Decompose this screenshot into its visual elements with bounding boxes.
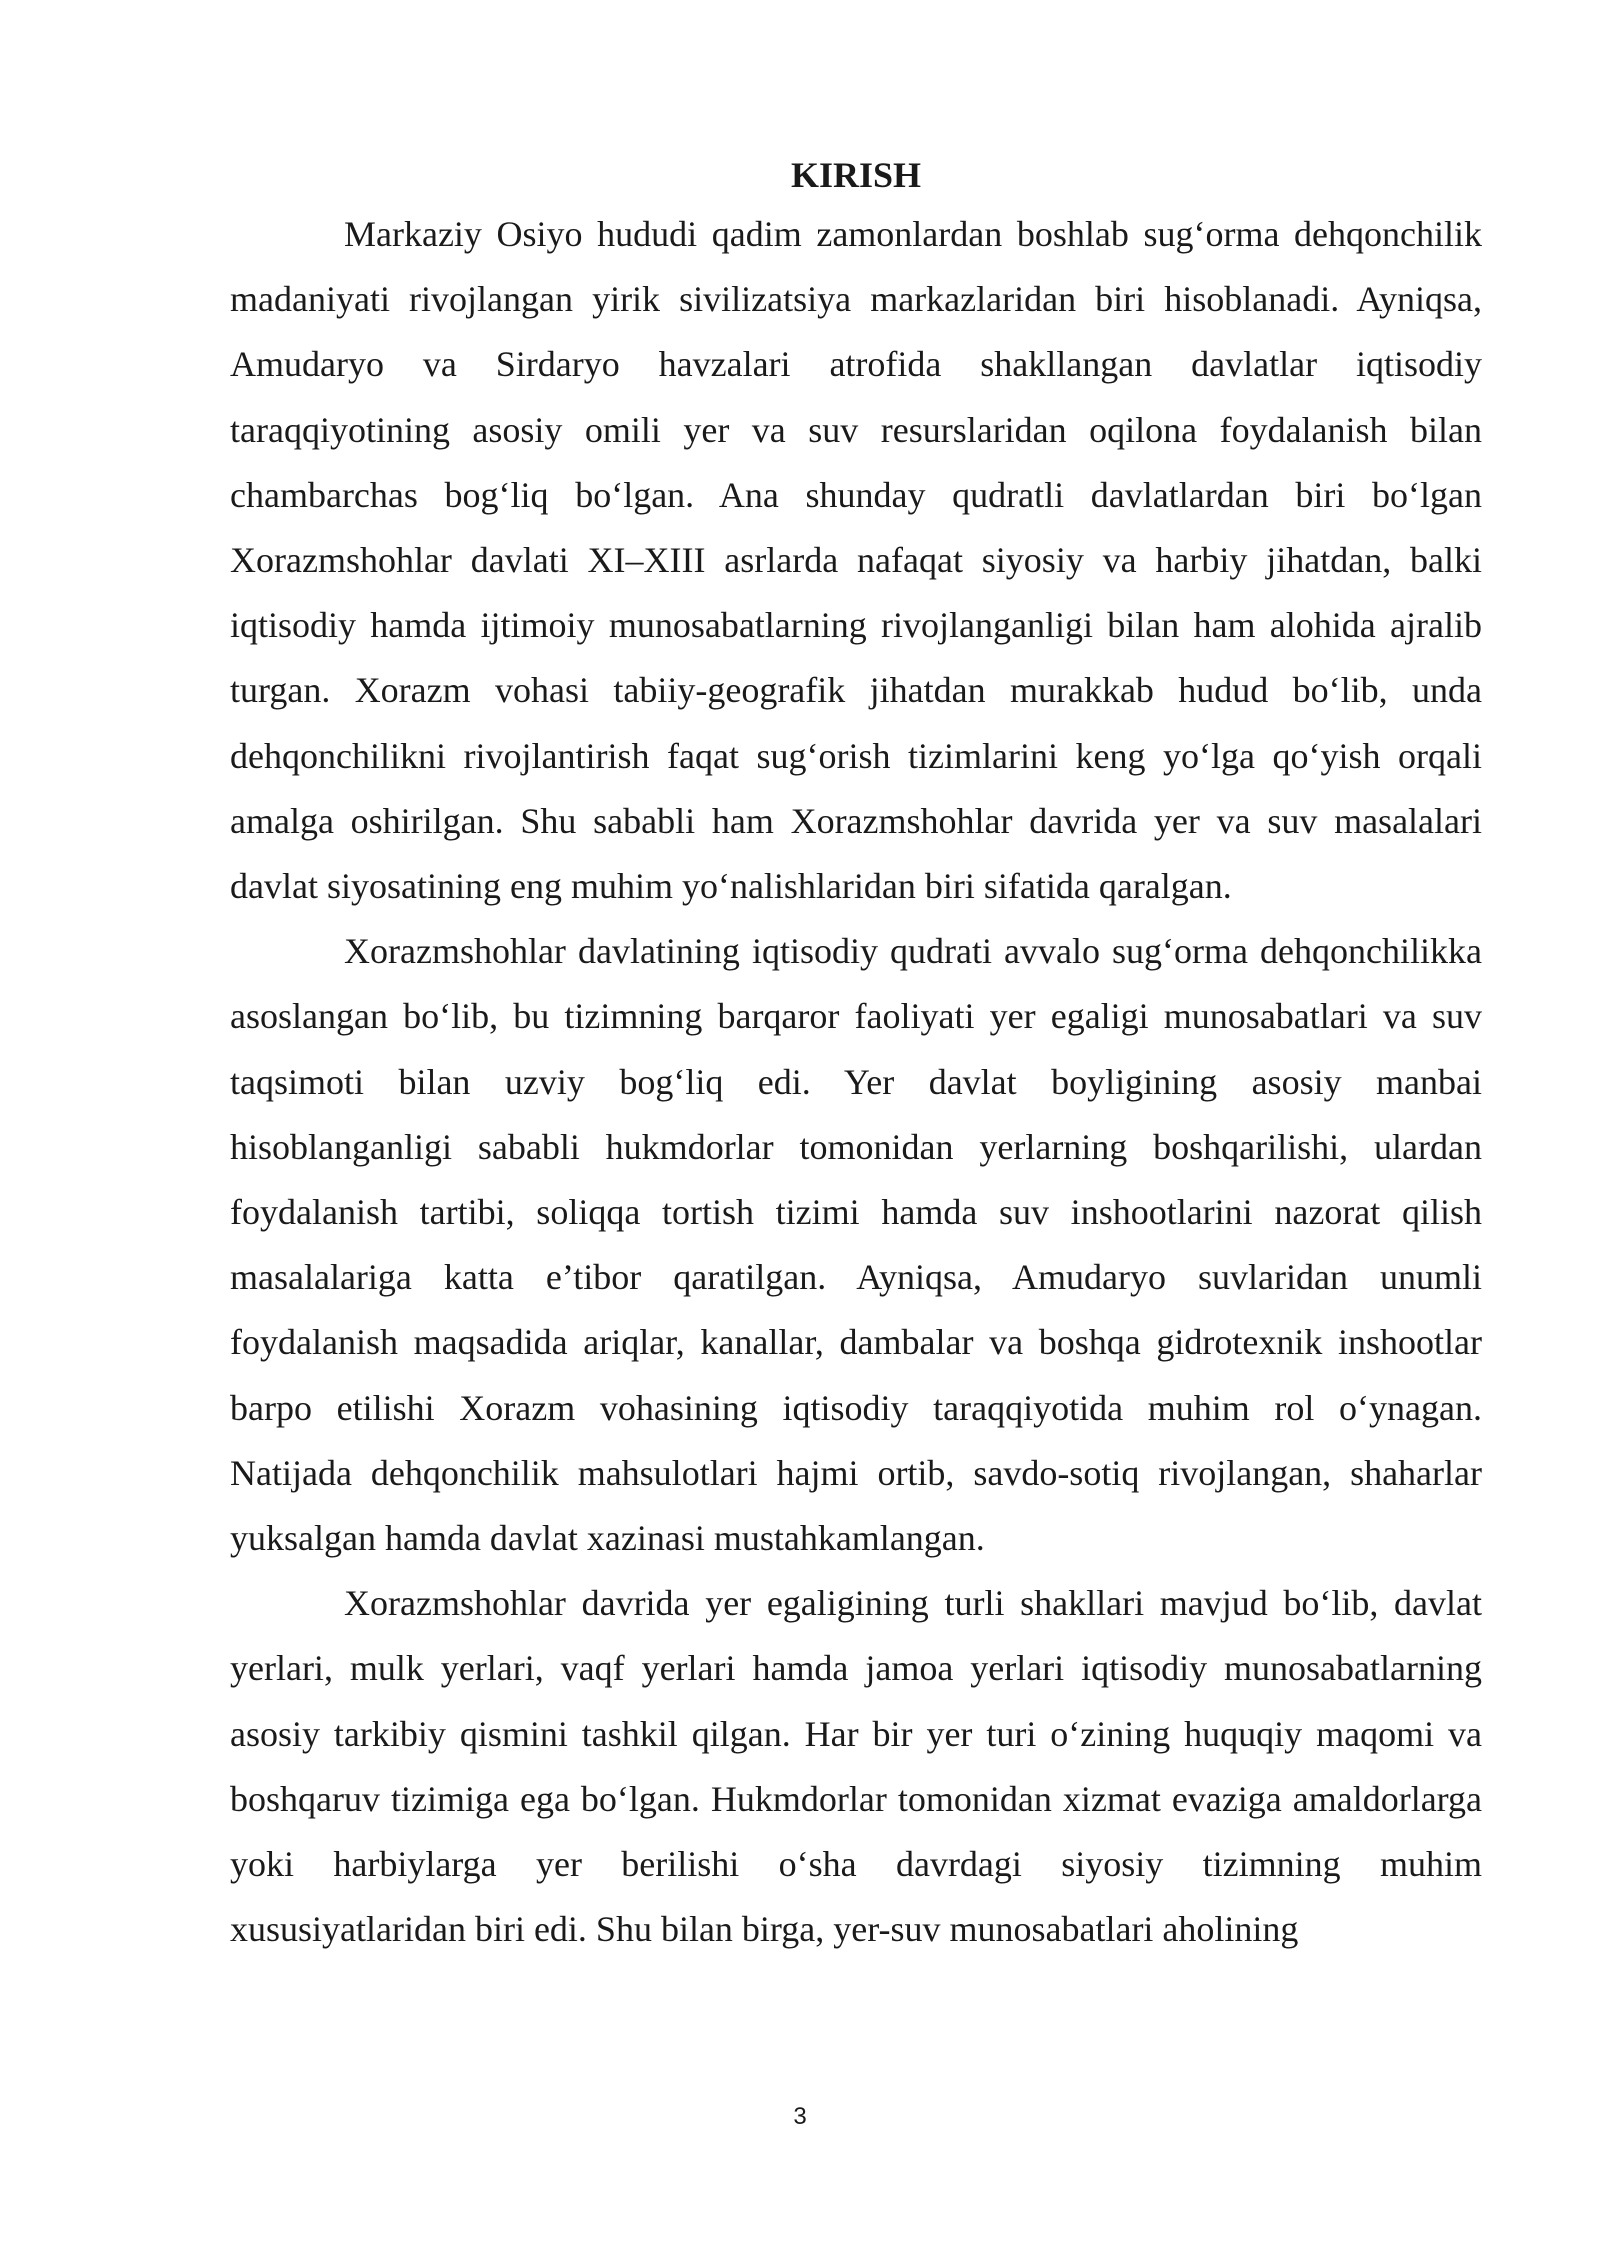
page-number: 3 — [793, 2103, 807, 2130]
document-page — [230, 150, 1482, 1962]
paragraph-1: Markaziy Osiyo hududi qadim zamonlardan boshlab sug‘orma dehqonchilik madaniyati rivojlangan yirik sivilizatsiya markazlaridan biri hisoblanadi. Ayniqsa, Amudaryo va Sirdaryo havzalari atrofida shakllangan davlatlar iqtisodiy taraqqiyotining asosiy omili yer va suv resurslaridan oqilona foydalanish bilan chambarchas bog‘liq bo‘lgan. Ana shunday qudratli davlatlardan biri bo‘lgan Xorazmshohlar davlati XI–XIII asrlarda nafaqat siyosiy va harbiy jihatdan, balki iqtisodiy hamda ijtimoiy munosabatlarning rivojlanganligi bilan ham alohida ajralib turgan. Xorazm vohasi tabiiy-geografik jihatdan murakkab hudud bo‘lib, unda dehqonchilikni rivojlantirish faqat sug‘orish tizimlarini keng yo‘lga qo‘yish orqali amalga oshirilgan. Shu sababli ham Xorazmshohlar davrida yer va suv masalalari davlat siyosatining eng muhim yo‘nalishlaridan biri sifatida qaralgan. — [230, 214, 1482, 907]
paragraph-3: Xorazmshohlar davrida yer egaligining turli shakllari mavjud bo‘lib, davlat yerlari, mulk yerlari, vaqf yerlari hamda jamoa yerlari iqtisodiy munosabatlarning asosiy tarkibiy qismini tashkil qilgan. Har bir yer turi o‘zining huquqiy maqomi va boshqaruv tizimiga ega bo‘lgan. Hukmdorlar tomonidan xizmat evaziga amaldorlarga yoki harbiylarga yer berilishi o‘sha davrdagi siyosiy tizimning muhim xususiyatlaridan biri edi. Shu bilan birga, yer-suv munosabatlari aholining — [230, 1583, 1482, 1950]
section-heading: KIRISH — [790, 155, 922, 195]
paragraph-2: Xorazmshohlar davlatining iqtisodiy qudrati avvalo sug‘orma dehqonchilikka asoslangan bo‘lib, bu tizimning barqaror faoliyati yer egaligi munosabatlari va suv taqsimoti bilan uzviy bog‘liq edi. Yer davlat boyligining asosiy manbai hisoblanganligi sababli hukmdorlar tomonidan yerlarning boshqarilishi, ulardan foydalanish tartibi, soliqqa tortish tizimi hamda suv inshootlarini nazorat qilish masalalariga katta e’tibor qaratilgan. Ayniqsa, Amudaryo suvlaridan unumli foydalanish maqsadida ariqlar, kanallar, dambalar va boshqa gidrotexnik inshootlar barpo etilishi Xorazm vohasining iqtisodiy taraqqiyotida muhim rol o‘ynagan. Natijada dehqonchilik mahsulotlari hajmi ortib, savdo-sotiq rivojlangan, shaharlar yuksalgan hamda davlat xazinasi mustahkamlangan. — [230, 931, 1482, 1559]
